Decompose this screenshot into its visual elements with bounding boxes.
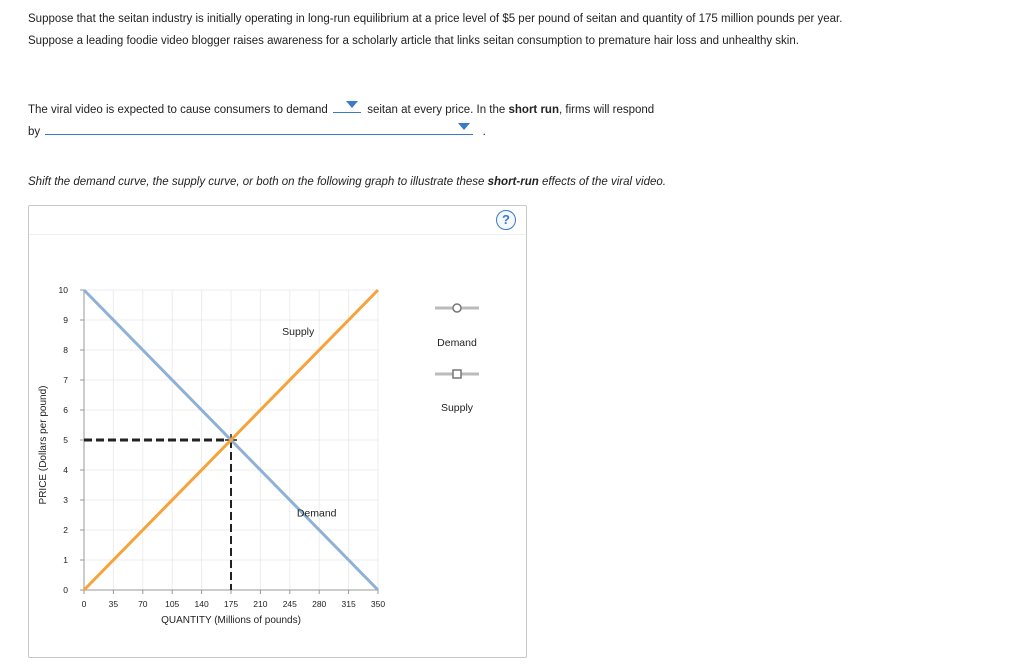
y-tick-label: 2 (63, 525, 68, 535)
x-tick-label: 0 (81, 599, 87, 609)
demand-curve-label: Demand (296, 507, 337, 520)
x-tick-label: 315 (341, 599, 356, 609)
supply-tool-label: Supply (440, 402, 474, 414)
question-by: by (28, 126, 41, 138)
y-tick-label: 5 (63, 435, 68, 445)
question-text-2: seitan at every price. In the (367, 104, 506, 116)
supply-curve-label: Supply (282, 326, 315, 338)
panel-divider (29, 234, 525, 235)
x-tick-label: 280 (312, 599, 327, 609)
demand-tool-label: Demand (437, 337, 477, 349)
intro-paragraph: Suppose that the seitan industry is initially operating in long-run equilibrium at a price level of $5 per pound of seitan and quantity of 175 million pounds per year. Suppose a leading foodie video blogger raises awareness for a scholarly article that links seitan consumption to premature hair loss and unhealthy skin. (28, 13, 843, 47)
question-line-1 (28, 98, 654, 116)
graph-instruction (28, 176, 666, 188)
y-tick-label: 8 (63, 345, 68, 355)
y-tick-label: 0 (63, 585, 68, 595)
help-icon[interactable]: ? (496, 210, 516, 230)
y-tick-label: 4 (63, 465, 68, 475)
short-run-emphasis: short run (508, 104, 559, 116)
x-tick-label: 105 (165, 599, 180, 609)
y-axis-label: PRICE (Dollars per pound) (38, 385, 49, 505)
question-line-2 (28, 120, 486, 138)
y-tick-label: 1 (63, 555, 68, 565)
y-tick-label: 9 (63, 315, 68, 325)
y-tick-label: 7 (63, 375, 68, 385)
x-tick-label: 70 (138, 599, 148, 609)
question-text-3: , firms will respond (558, 104, 655, 116)
demand-change-dropdown[interactable] (333, 98, 361, 113)
instruction-text-1: Shift the demand curve, the supply curve, or both on the following graph to illustrate these (28, 176, 485, 188)
x-tick-label: 245 (282, 599, 297, 609)
x-tick-label: 210 (253, 599, 268, 609)
chevron-down-icon (458, 123, 470, 130)
x-tick-label: 175 (223, 599, 239, 609)
x-tick-label: 140 (194, 599, 209, 609)
instruction-text-2: effects of the viral video. (541, 176, 666, 188)
y-tick-label: 10 (58, 285, 68, 295)
firm-response-dropdown[interactable] (45, 120, 473, 135)
instruction-emphasis: short-run (487, 176, 539, 188)
y-tick-label: 3 (63, 495, 68, 505)
chevron-down-icon (346, 101, 358, 108)
x-tick-label: 35 (108, 599, 119, 609)
question-text-1: The viral video is expected to cause consumers to demand (28, 104, 328, 116)
x-tick-label: 350 (370, 599, 386, 609)
y-tick-label: 6 (63, 405, 68, 415)
x-axis-label: QUANTITY (Millions of pounds) (161, 615, 301, 626)
question-period: . (482, 126, 486, 138)
graph-panel (28, 205, 527, 658)
